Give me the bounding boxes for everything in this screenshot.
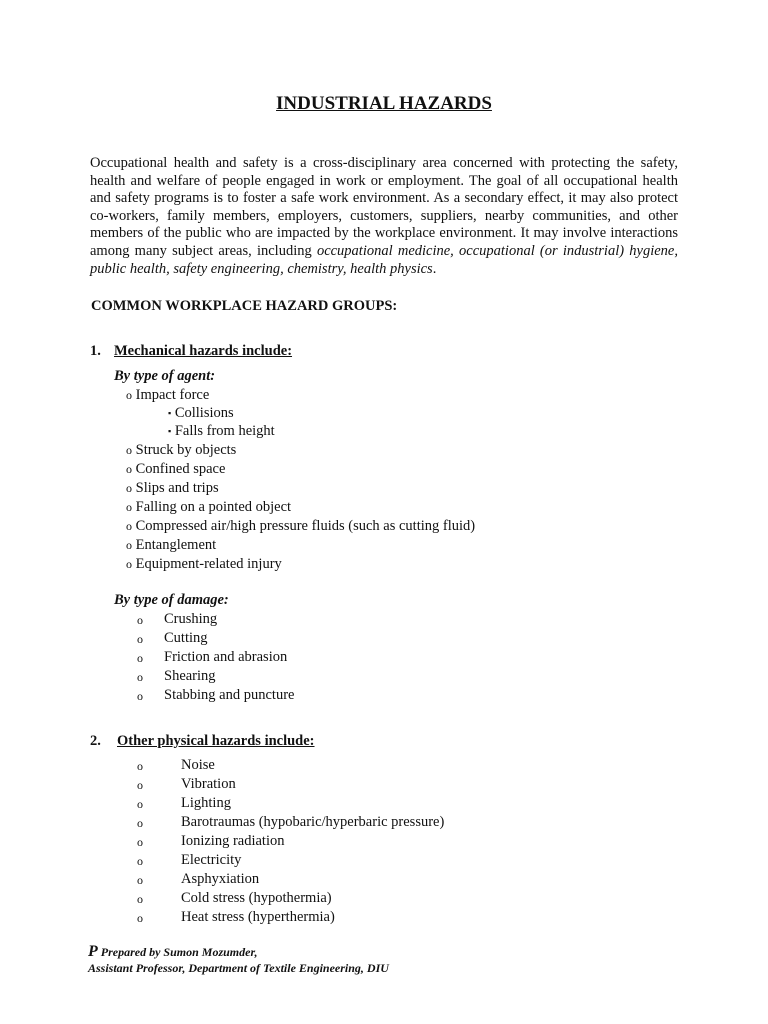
section-2-label: Other physical hazards include: [117, 733, 315, 749]
square-bullet-icon: ▪ [168, 408, 172, 418]
circle-bullet-icon: o [126, 557, 132, 571]
list-item: o Equipment-related injury [126, 556, 282, 572]
circle-bullet-icon: o [137, 854, 143, 868]
circle-bullet-icon: o [126, 462, 132, 476]
footer-lead: P [88, 943, 98, 960]
footer-line-2: Assistant Professor, Department of Textile Engineering, DIU [88, 961, 389, 975]
section-1-number: 1. [90, 343, 101, 359]
list-item: Noise [181, 757, 215, 773]
circle-bullet-icon: o [126, 443, 132, 457]
intro-text: Occupational health and safety is a cross-disciplinary area concerned with protecting the safety, health and welfare of people engaged in work or employment. The goal of all occupational health and safety programs is to foster a safe work environment. As a secondary effect, it may also protect co-workers, family members, employers, customers, suppliers, nearby communities, and other members of the public who are impacted by the workplace environment. It may involve interactions among many subject areas, including [90, 155, 678, 259]
damage-subheading: By type of damage: [114, 592, 229, 608]
circle-bullet-icon: o [137, 911, 143, 925]
intro-italic-text: occupational medicine, occupational (or industrial) hygiene, public health, safety engineering, chemistry, health physics [90, 242, 678, 277]
list-item: Lighting [181, 795, 231, 811]
list-item: Cold stress (hypothermia) [181, 890, 332, 906]
list-item: Friction and abrasion [164, 649, 288, 665]
list-item: Ionizing radiation [181, 833, 285, 849]
circle-bullet-icon: o [137, 816, 143, 830]
circle-bullet-icon: o [137, 835, 143, 849]
list-item: Heat stress (hyperthermia) [181, 909, 335, 925]
circle-bullet-icon: o [137, 778, 143, 792]
list-item: Electricity [181, 852, 242, 868]
list-item: Crushing [164, 611, 218, 627]
circle-bullet-icon: o [137, 632, 143, 646]
circle-bullet-icon: o [137, 873, 143, 887]
circle-bullet-icon: o [137, 670, 143, 684]
list-item: ▪ Falls from height [168, 423, 275, 439]
list-item: o Impact force [126, 387, 210, 403]
footer-credit [88, 944, 389, 976]
list-item: Shearing [164, 668, 216, 684]
list-item: ▪ Collisions [168, 405, 234, 421]
agent-subheading: By type of agent: [114, 368, 216, 384]
hazard-groups-heading: COMMON WORKPLACE HAZARD GROUPS: [91, 298, 398, 314]
list-item: o Slips and trips [126, 480, 219, 496]
list-item: o Entanglement [126, 537, 217, 553]
list-item: o Confined space [126, 461, 226, 477]
circle-bullet-icon: o [137, 613, 143, 627]
circle-bullet-icon: o [137, 651, 143, 665]
list-item: Cutting [164, 630, 208, 646]
document-title: INDUSTRIAL HAZARDS [276, 93, 492, 114]
list-item: Vibration [181, 776, 236, 792]
circle-bullet-icon: o [137, 892, 143, 906]
list-item: Stabbing and puncture [164, 687, 295, 703]
footer-line-1: P Prepared by Sumon Mozumder, [88, 943, 258, 960]
circle-bullet-icon: o [137, 797, 143, 811]
circle-bullet-icon: o [126, 388, 132, 402]
section-1-label: Mechanical hazards include: [114, 343, 293, 359]
list-item: Barotraumas (hypobaric/hyperbaric pressure) [181, 814, 445, 830]
intro-paragraph [90, 155, 678, 278]
circle-bullet-icon: o [126, 538, 132, 552]
circle-bullet-icon: o [137, 759, 143, 773]
list-item: o Falling on a pointed object [126, 499, 292, 515]
circle-bullet-icon: o [126, 500, 132, 514]
square-bullet-icon: ▪ [168, 426, 172, 436]
list-item: o Compressed air/high pressure fluids (such as cutting fluid) [126, 518, 476, 534]
list-item: o Struck by objects [126, 442, 237, 458]
section-2-number: 2. [90, 733, 101, 749]
circle-bullet-icon: o [137, 689, 143, 703]
intro-end: . [432, 260, 437, 277]
circle-bullet-icon: o [126, 481, 132, 495]
circle-bullet-icon: o [126, 519, 132, 533]
list-item: Asphyxiation [181, 871, 260, 887]
